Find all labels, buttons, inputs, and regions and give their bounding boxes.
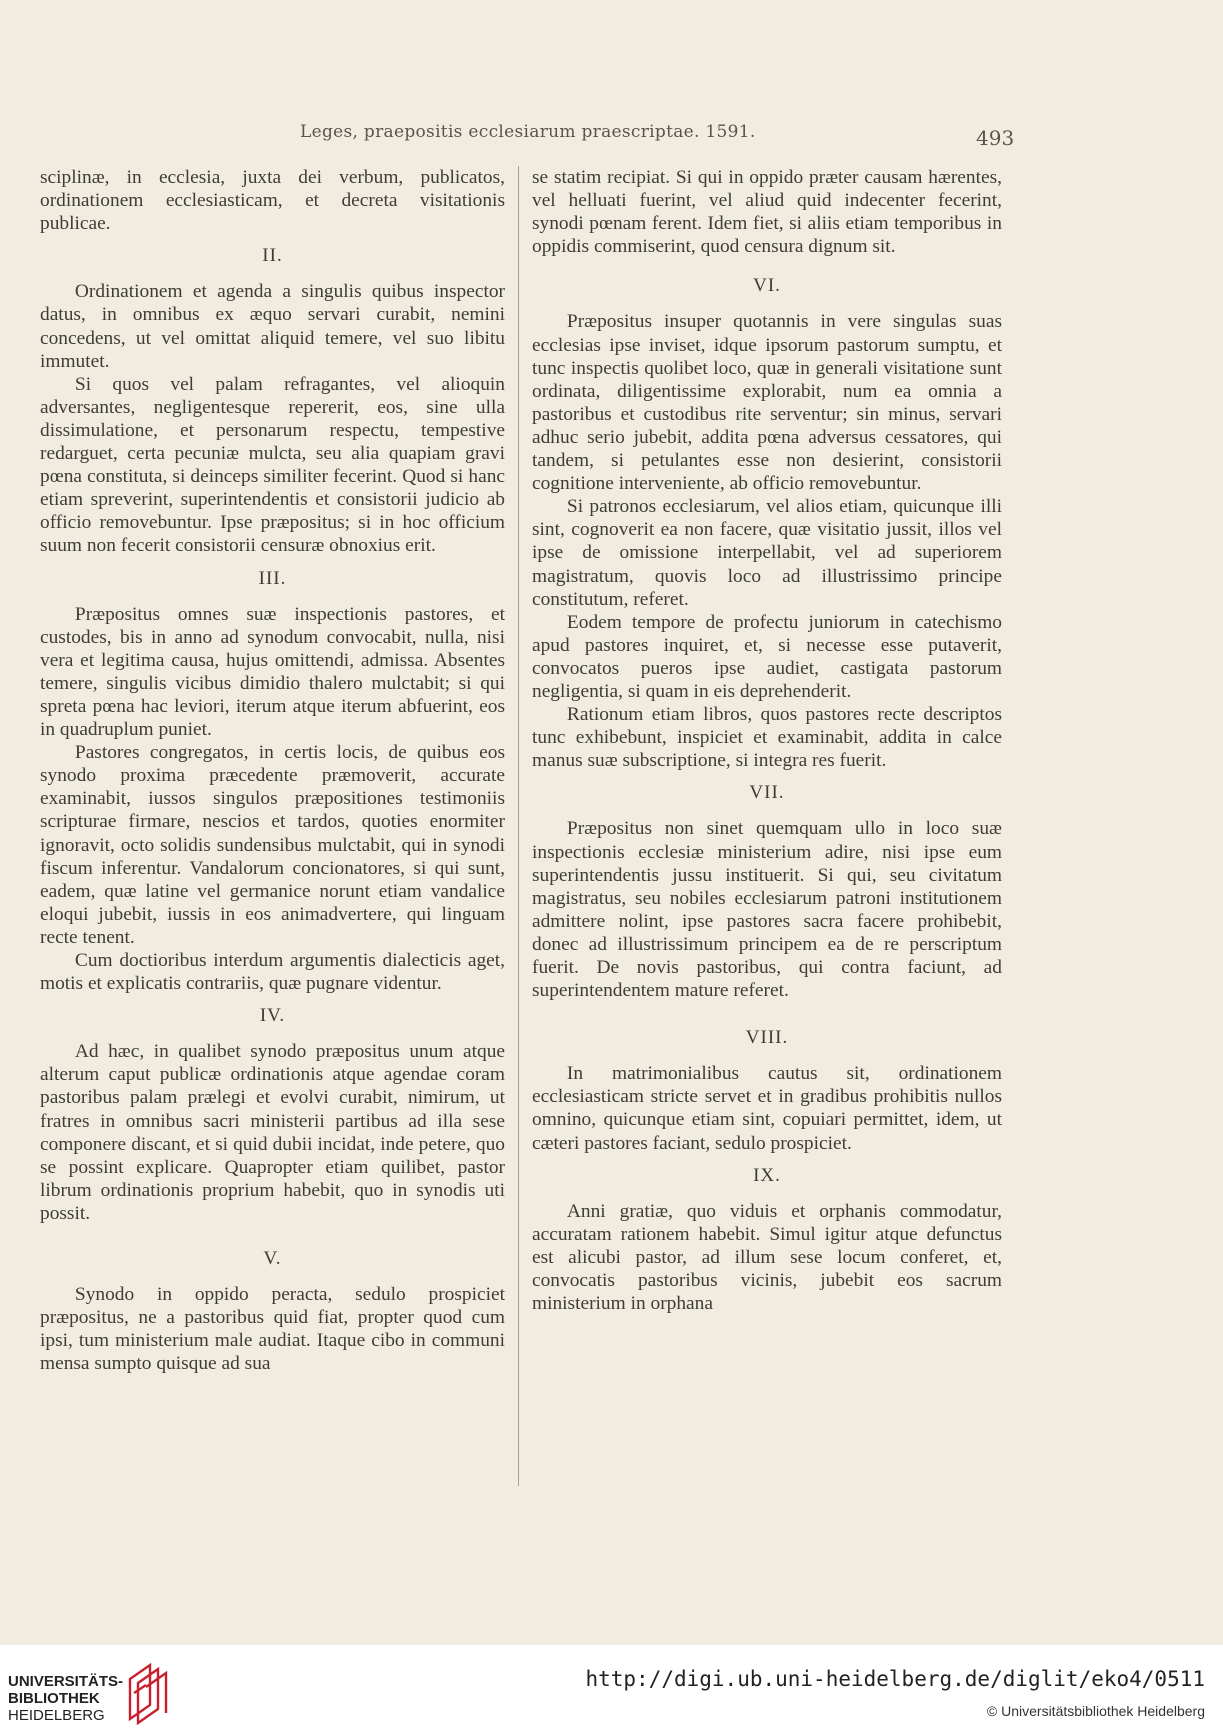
running-title: Leges, praepositis ecclesiarum praescriptae. 1591. [300, 122, 756, 142]
section-heading-viii: VIII. [745, 1027, 789, 1049]
column-divider [518, 166, 519, 1486]
section-heading-v: V. [263, 1248, 282, 1270]
page-number: 493 [976, 126, 1015, 150]
paragraph: Si patronos ecclesiarum, vel alios etiam, quicunque illi sint, cognoverit ea non facere, quæ visitatio jussit, illos vel ipse de omissione interpellabit, vel ad superiorem magistratum, quovis loco ad illustrissimo principe constitutum, referet. [532, 496, 1002, 610]
section-heading-iv: IV. [259, 1005, 286, 1027]
paragraph: Ad hæc, in qualibet synodo præpositus unum atque alterum caput publicæ ordinationis atque agendae coram pastoribus palam prælegi et evolvi curabit, nimirum, ut fratres in omnibus sacri ministerii partibus ad illa sese componere discant, et si quid dubii incidat, inde petere, quo se possint explicare. Quapropter etiam quilibet, pastor librum ordinationis proprium habebit, quo in synodis uti possit. [40, 1041, 505, 1224]
section-heading-iii: III. [258, 567, 287, 589]
paragraph: sciplinæ, in ecclesia, juxta dei verbum, publicatos, ordinationem ecclesiasticam, et decreta visitationis publicae. [40, 167, 505, 235]
paragraph: Ordinationem et agenda a singulis quibus inspector datus, in omnibus ex æquo servari curabit, nemini concedens, ut vel omittat aliquid temere, vel suo libitu immutet. [40, 281, 505, 372]
logo-line: UNIVERSITÄTS- [8, 1673, 124, 1690]
paragraph: Præpositus insuper quotannis in vere singulas suas ecclesias ipse inviset, idque ipsorum pastorum sumptu, et tunc inspectis quolibet loco, quæ in generali visitatione sunt ordinata, diligentissime explorabit, num ea omnia a pastoribus et custodibus rite serventur; sin minus, servari adhuc serio jubebit, addita pœna adversus cessatores, qui tandem, si petulantes esse non desierint, consistorii cognitione interveniente, ab officio removebuntur. [532, 311, 1002, 495]
viewer-footer [0, 1645, 1223, 1732]
paragraph: Si quos vel palam refragantes, vel alioquin adversantes, negligentesque repererit, eos, sine ulla dissimulatione, et personarum respectu, tempestive redarguet, certa pecuniæ mulcta, seu alia quapiam gravi pœna constituta, si deinceps similiter fecerint. Quod si hanc etiam spreverint, superintendentis et consistorii judicio ab officio removebuntur. Ipse præpositus; si in hoc officium suum non fecerit consistorii censuræ obnoxius erit. [40, 373, 505, 557]
paragraph: Rationum etiam libros, quos pastores recte descriptos tunc exhibebunt, inspiciet et examinabit, addita in calce manus suæ subscriptione, si integra res fuerit. [532, 704, 1002, 772]
library-logo-icon [124, 1659, 170, 1725]
left-column [40, 166, 505, 1376]
paragraph: Pastores congregatos, in certis locis, de quibus eos synodo proxima præcedente præmoverit, accurate examinabit, iussos singulos præpositiones testimoniis scripturae firmare, nescios et tardos, quoties enormiter ignoravit, octo solidis sundensibus mulctabit, qui in synodi fiscum inferentur. Vandalorum concionatores, si qui sunt, eadem, quæ latine vel germanice norunt etiam vandalice eloqui jubebit, iussis in eos animadvertere, qui linguam recte tenent. [40, 742, 505, 948]
section-heading-ix: IX. [753, 1164, 781, 1186]
right-column [532, 166, 1002, 1315]
paragraph: se statim recipiat. Si qui in oppido præter causam hærentes, vel helluati fuerint, vel aliud quid indecenter fecerint, synodi pœnam ferent. Idem fiet, si aliis etiam temporibus in oppidis commiserint, quod censura dignum sit. [532, 167, 1002, 258]
paragraph: Præpositus omnes suæ inspectionis pastores, et custodes, bis in anno ad synodum convocabit, nulla, nisi vera et legitima causa, hujus omittendi, admissa. Absentes temere, singulis vicibus dimidio thalero mulctabit; si qui spreta pœna hac leviori, iterum atque iterum abfuerint, eos in quadruplum puniet. [40, 603, 505, 741]
section-heading-vii: VII. [749, 782, 785, 804]
paragraph: Præpositus non sinet quemquam ullo in loco suæ inspectionis ecclesiæ ministerium adire, nisi ipse eum superintendentis jussu instituerit. Si qui, seu civitatum magistratus, seu nobiles ecclesiarum patroni institutionem admittere nolint, ipse pastores sacra facere prohibebit, donec ad illustrissimum principem ea de re perscriptum fuerit. De novis pastoribus, qui contra faciunt, ad superintendentem mature referet. [532, 818, 1002, 1002]
permalink-url[interactable]: http://digi.ub.uni-heidelberg.de/diglit/eko4/0511 [585, 1667, 1205, 1691]
logo-line: BIBLIOTHEK [8, 1690, 100, 1707]
section-heading-ii: II. [262, 245, 283, 267]
logo-line: HEIDELBERG [8, 1707, 105, 1724]
copyright-notice: © Universitätsbibliothek Heidelberg [986, 1703, 1205, 1719]
running-header [0, 118, 1223, 148]
paragraph: Cum doctioribus interdum argumentis dialecticis aget, motis et explicatis contrariis, quæ pugnare videntur. [40, 950, 505, 995]
library-logo-text [8, 1673, 123, 1724]
paragraph: Eodem tempore de profectu juniorum in catechismo apud pastores inquiret, et, si necesse esse putaverit, convocatos pueros ipse audiet, castigata pastorum negligentia, si quam in eis deprehenderit. [532, 611, 1002, 702]
paragraph: Synodo in oppido peracta, sedulo prospiciet præpositus, ne a pastoribus quid fiat, propter quod cum ipsi, tum ministerium male audiat. Itaque cibo in communi mensa sumpto quisque ad sua [40, 1284, 505, 1375]
section-heading-vi: VI. [753, 275, 781, 297]
paragraph: Anni gratiæ, quo viduis et orphanis commodatur, accuratam rationem habebit. Simul igitur atque defunctus est alicubi pastor, ad illum sese locum conferet, et, convocatis pastoribus vicinis, jubebit eos sacrum ministerium in orphana [532, 1200, 1002, 1315]
paragraph: In matrimonialibus cautus sit, ordinationem ecclesiasticam stricte servet et in gradibus prohibitis nullos omnino, quicunque etiam sint, copuiari permittet, idem, ut cæteri pastores faciant, sedulo prospiciet. [532, 1063, 1002, 1154]
